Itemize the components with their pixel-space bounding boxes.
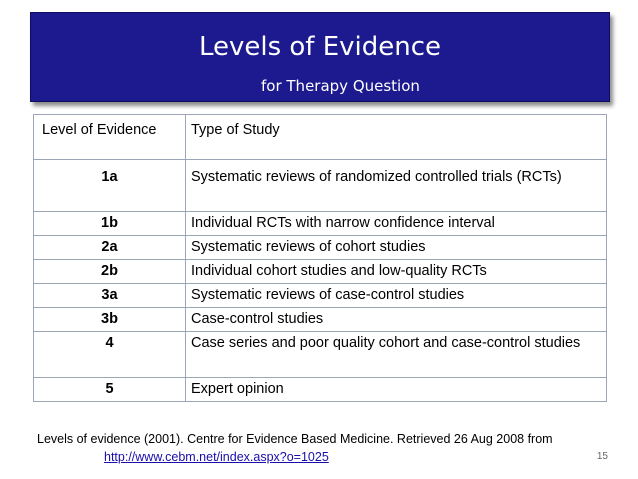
type-cell: Systematic reviews of randomized controlled trials (RCTs) [186, 160, 607, 212]
table-row [34, 284, 607, 308]
page-number: 15 [596, 451, 608, 462]
level-cell: 1b [34, 212, 186, 236]
level-cell: 2a [34, 236, 186, 260]
header-level: Level of Evidence [34, 115, 186, 160]
citation-link[interactable]: http://www.cebm.net/index.aspx?o=1025 [104, 450, 329, 464]
level-cell: 2b [34, 260, 186, 284]
type-cell: Individual cohort studies and low-quality RCTs [186, 260, 607, 284]
slide-subtitle: for Therapy Question [261, 77, 420, 95]
table-row [34, 260, 607, 284]
type-cell: Case series and poor quality cohort and case-control studies [186, 332, 607, 378]
level-cell: 1a [34, 160, 186, 212]
citation-text: Levels of evidence (2001). Centre for Evidence Based Medicine. Retrieved 26 Aug 2008 from [37, 432, 553, 446]
header-type: Type of Study [186, 115, 607, 160]
table-row [34, 308, 607, 332]
type-cell: Expert opinion [186, 378, 607, 402]
type-cell: Systematic reviews of cohort studies [186, 236, 607, 260]
level-cell: 4 [34, 332, 186, 378]
evidence-table [33, 114, 607, 402]
slide-title: Levels of Evidence [198, 32, 442, 62]
level-cell: 5 [34, 378, 186, 402]
level-cell: 3a [34, 284, 186, 308]
table-row [34, 236, 607, 260]
level-cell: 3b [34, 308, 186, 332]
table-header-row [34, 115, 607, 160]
title-banner [30, 12, 610, 102]
type-cell: Individual RCTs with narrow confidence interval [186, 212, 607, 236]
table-row [34, 378, 607, 402]
table-row [34, 212, 607, 236]
type-cell: Systematic reviews of case-control studies [186, 284, 607, 308]
table-row [34, 332, 607, 378]
type-cell: Case-control studies [186, 308, 607, 332]
table-row [34, 160, 607, 212]
